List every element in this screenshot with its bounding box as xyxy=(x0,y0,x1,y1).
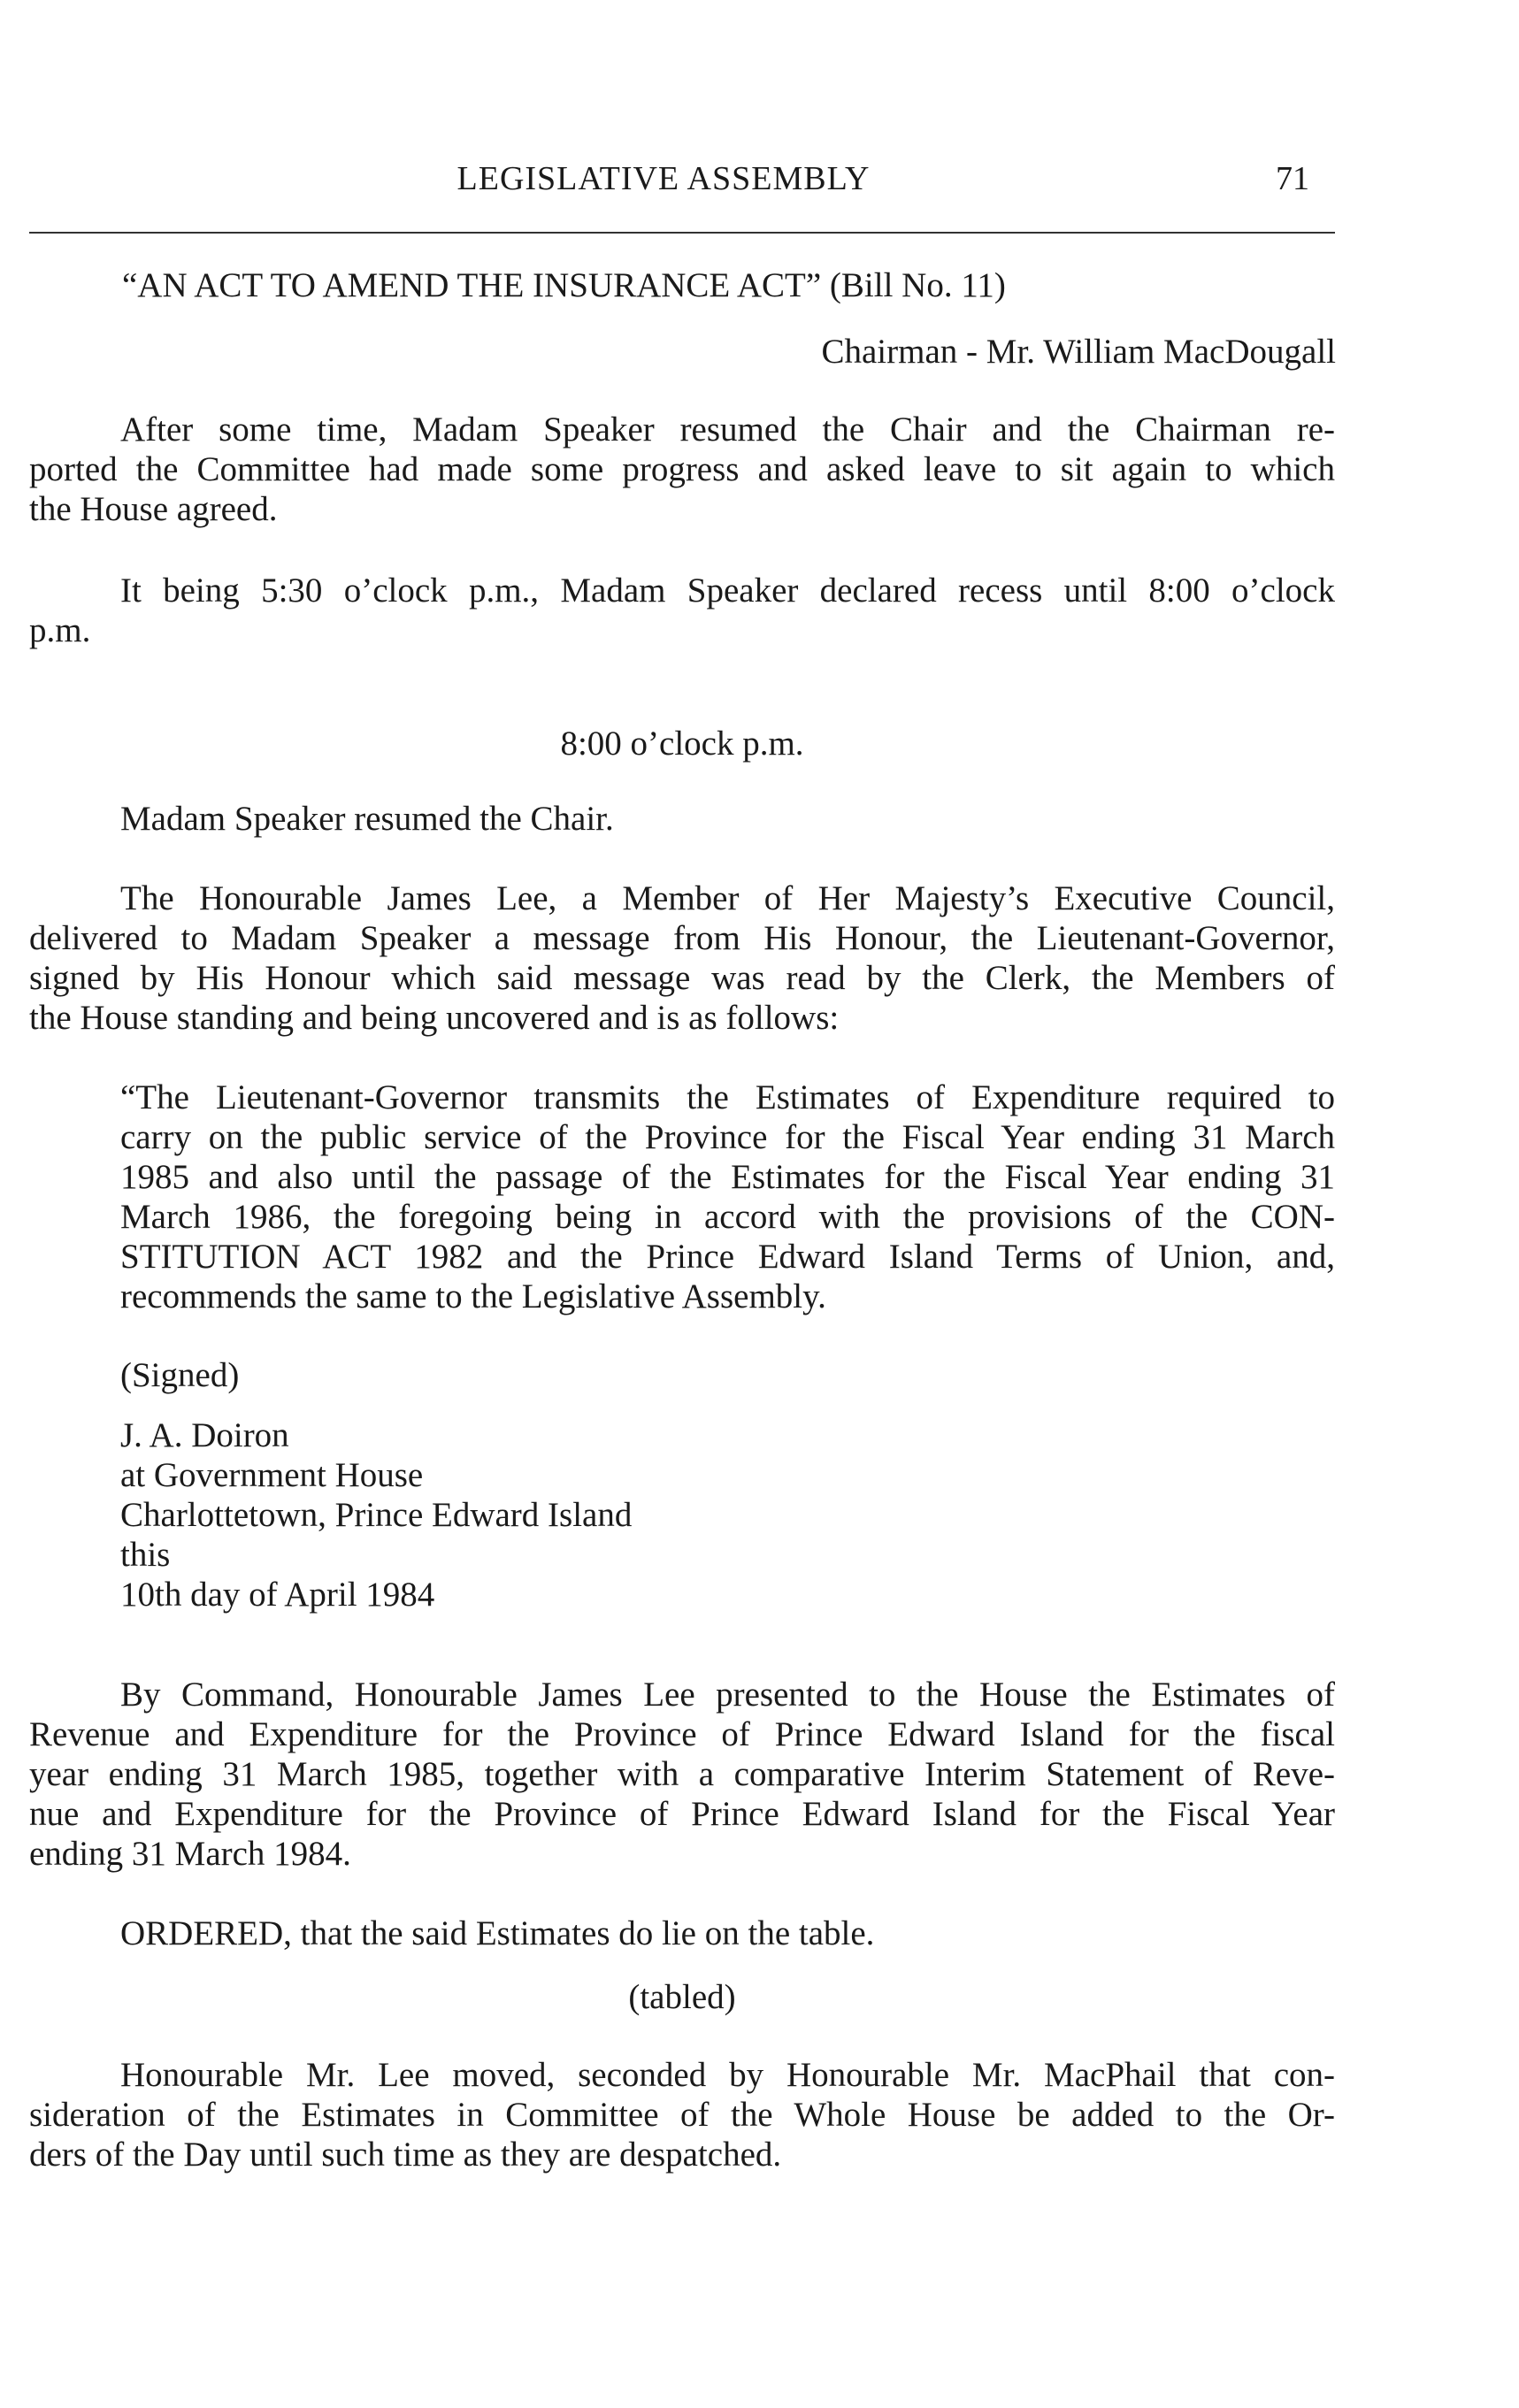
signature-block xyxy=(120,1415,1005,1614)
paragraph-motion xyxy=(29,2055,1335,2174)
signature-line: 10th day of April 1984 xyxy=(120,1576,435,1614)
paragraph-estimates-presented xyxy=(29,1675,1335,1874)
paragraph-line: By Command, Honourable James Lee presented to the House the Estimates of xyxy=(120,1676,1335,1714)
tabled-note: (tabled) xyxy=(628,1978,736,2016)
paragraph-line: p.m. xyxy=(29,611,91,649)
paragraph-recess xyxy=(29,571,1335,650)
signature-line: J. A. Doiron xyxy=(120,1416,289,1454)
quoted-message xyxy=(120,1077,1335,1316)
ordered-statement: ORDERED, that the said Estimates do lie on the table. xyxy=(120,1914,875,1952)
paragraph-line: ending 31 March 1984. xyxy=(29,1835,351,1873)
paragraph-line: nue and Expenditure for the Province of Prince Edward Island for the Fiscal Year xyxy=(29,1795,1335,1833)
paragraph-committee-progress xyxy=(29,410,1335,529)
paragraph-message-delivered xyxy=(29,878,1335,1038)
paragraph-line: year ending 31 March 1985, together with a comparative Interim Statement of Reve- xyxy=(29,1755,1335,1793)
paragraph-speaker-resumed: Madam Speaker resumed the Chair. xyxy=(120,800,614,838)
paragraph-line: the House agreed. xyxy=(29,490,278,528)
paragraph-line: After some time, Madam Speaker resumed the Chair and the Chairman re- xyxy=(120,410,1335,449)
message-line: carry on the public service of the Province for the Fiscal Year ending 31 March xyxy=(120,1118,1335,1156)
time-heading: 8:00 o’clock p.m. xyxy=(560,725,804,763)
paragraph-line: the House standing and being uncovered and is as follows: xyxy=(29,999,840,1037)
signature-line: this xyxy=(120,1536,171,1574)
paragraph-line: The Honourable James Lee, a Member of Her Majesty’s Executive Council, xyxy=(120,879,1335,917)
message-line: recommends the same to the Legislative Assembly. xyxy=(120,1277,826,1315)
paragraph-line: sideration of the Estimates in Committee of the Whole House be added to the Or- xyxy=(29,2096,1335,2134)
paragraph-line: Honourable Mr. Lee moved, seconded by Honourable Mr. MacPhail that con- xyxy=(120,2056,1335,2094)
paragraph-line: ported the Committee had made some progress and asked leave to sit again to which xyxy=(29,450,1335,488)
header-rule xyxy=(29,232,1335,234)
paragraph-line: Revenue and Expenditure for the Province of Prince Edward Island for the fiscal xyxy=(29,1715,1335,1753)
signed-label: (Signed) xyxy=(120,1356,240,1394)
bill-chairman: Chairman - Mr. William MacDougall xyxy=(821,333,1336,371)
bill-title: “AN ACT TO AMEND THE INSURANCE ACT” (Bill No. 11) xyxy=(122,266,1006,304)
message-line: “The Lieutenant-Governor transmits the Estimates of Expenditure required to xyxy=(120,1078,1335,1116)
paragraph-line: It being 5:30 o’clock p.m., Madam Speaker declared recess until 8:00 o’clock xyxy=(120,571,1335,610)
paragraph-line: ders of the Day until such time as they are despatched. xyxy=(29,2136,782,2174)
message-line: 1985 and also until the passage of the Estimates for the Fiscal Year ending 31 xyxy=(120,1158,1335,1196)
page-number: 71 xyxy=(1276,160,1309,197)
paragraph-line: signed by His Honour which said message was read by the Clerk, the Members of xyxy=(29,959,1335,997)
paragraph-line: delivered to Madam Speaker a message from His Honour, the Lieutenant-Governor, xyxy=(29,919,1335,957)
signature-line: Charlottetown, Prince Edward Island xyxy=(120,1496,633,1534)
signature-line: at Government House xyxy=(120,1456,424,1494)
message-line: STITUTION ACT 1982 and the Prince Edward Island Terms of Union, and, xyxy=(120,1238,1335,1276)
running-header-title: LEGISLATIVE ASSEMBLY xyxy=(456,160,871,197)
message-line: March 1986, the foregoing being in accord with the provisions of the CON- xyxy=(120,1198,1335,1236)
